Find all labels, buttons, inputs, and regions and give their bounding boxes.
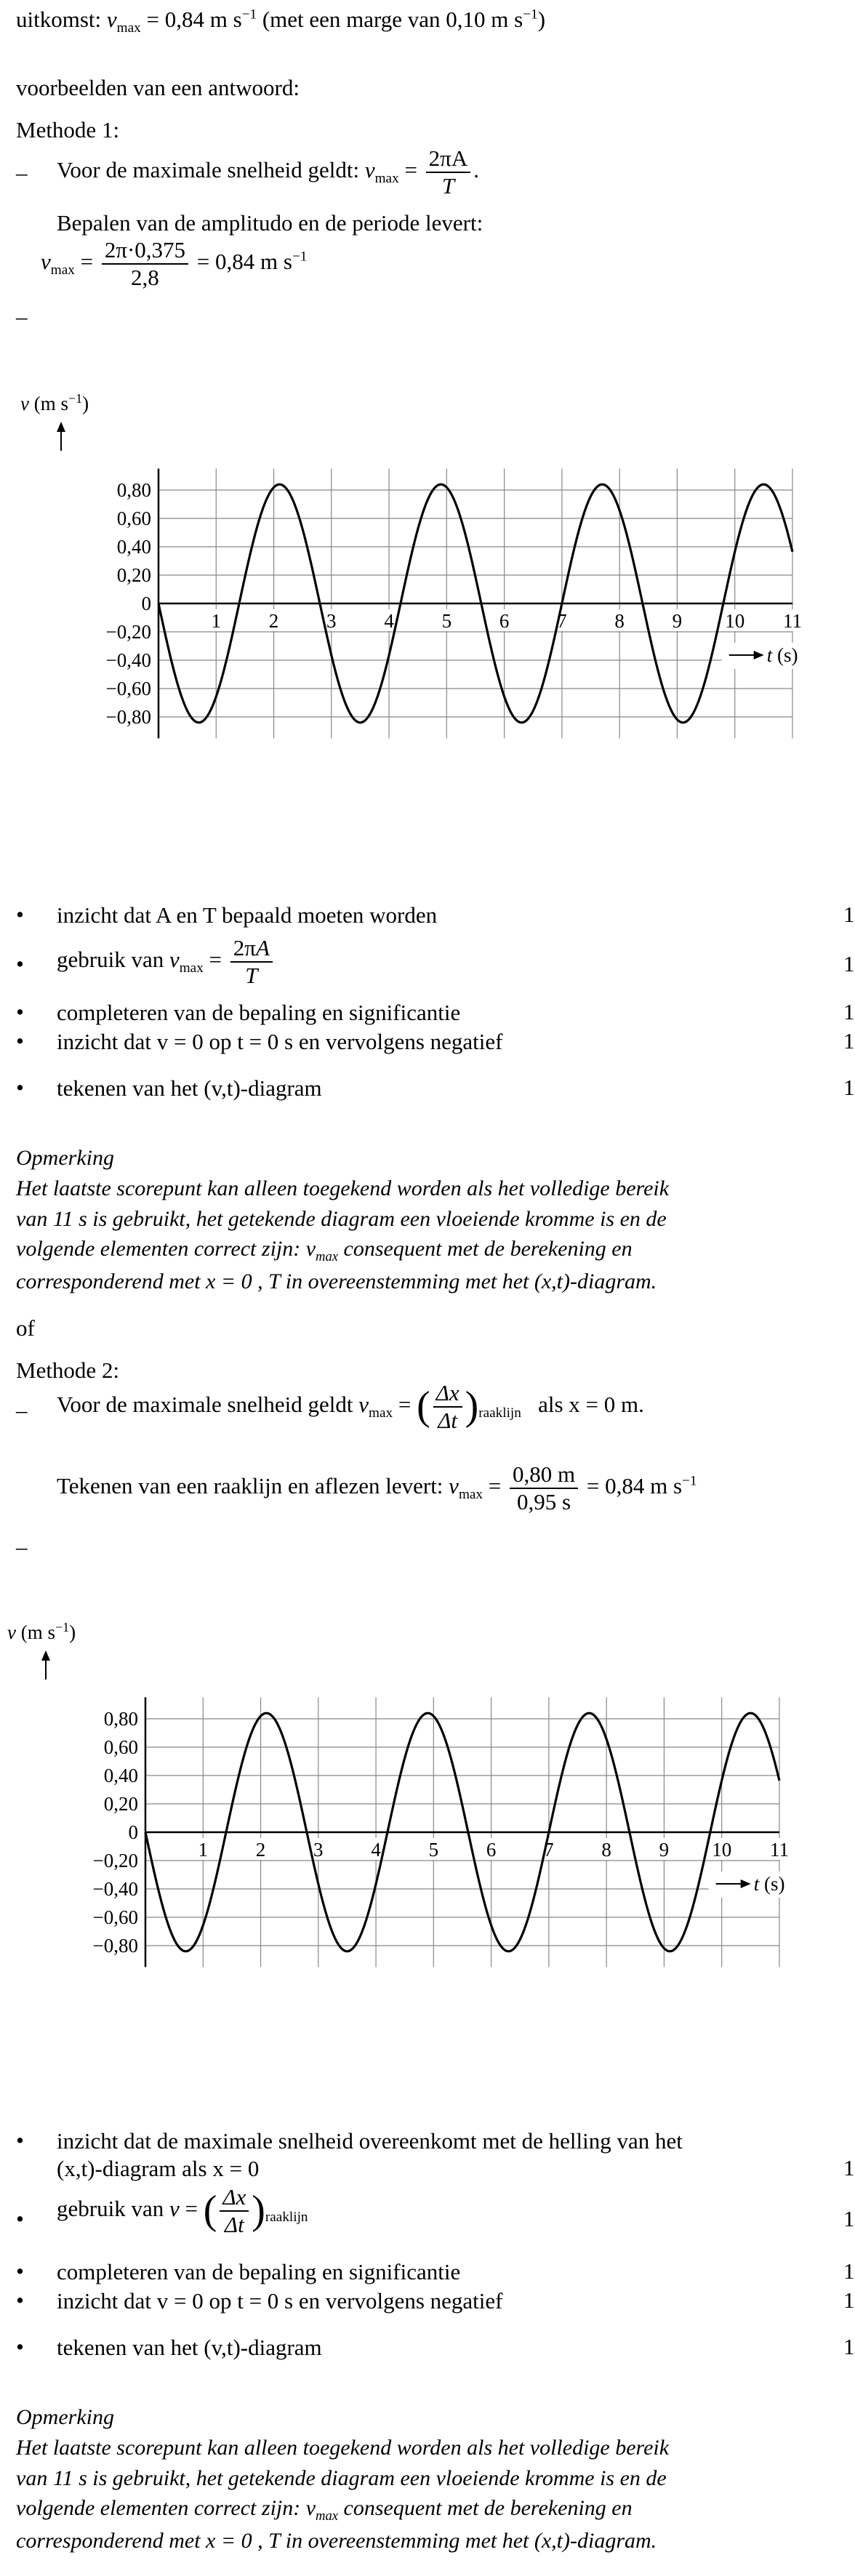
method1-title: Methode 1: [16,117,120,143]
method2-line2: Tekenen van een raaklijn en aflezen levert: $v_{max}$ = $\frac{0,80 m}{0,95 s}$ = 0,84 m $s^{-1}$ [57,1461,697,1514]
x-tick-label: 8 [614,610,625,632]
remark-2-line-1: Het laatste scorepunt kan alleen toegekend worden als het volledige bereik [16,2436,670,2460]
x-tick-label: 11 [782,610,802,632]
x-tick-label: 7 [544,1839,554,1861]
bullet: • [16,999,24,1024]
remark-2-line-2: van 11 s is gebruikt, het getekende diagram een vloeiende kromme is en de [16,2465,667,2490]
y-tick-label: −0,20 [105,621,151,643]
remark-2-line-3b: consequent met de berekening en [343,2496,633,2521]
x-axis-label: t (s) [753,1873,785,1895]
x-tick-label: 6 [499,610,510,632]
y-tick-label: 0,40 [103,1765,138,1786]
remark-1-line-3 [16,1234,845,1267]
m1-crit-3-points: 1 [843,999,855,1024]
method1-formula: $\frac{2\pi A}{T}$ [426,145,471,198]
method2-deriv: $\frac{\Delta x}{\Delta t}$ [433,1380,462,1433]
result-label: uitkomst: [16,7,102,32]
bullet: • [16,1075,24,1100]
m2-crit-2-points: 1 [843,2206,855,2231]
m2-crit-5-points: 1 [843,2334,855,2359]
x-axis-label: t (s) [766,644,798,666]
method2-deriv-sub: raaklijn [478,1405,521,1421]
examples-title: voorbeelden van een antwoord: [16,75,300,100]
method1-calc-result: = 0,84 m s [196,248,292,274]
result-sub: max [116,20,141,36]
bullet: • [16,1028,24,1054]
y-tick-label: −0,40 [105,649,151,671]
x-tick-label: 2 [268,610,279,632]
x-tick-label: 6 [486,1839,497,1861]
x-tick-label: 1 [211,610,222,632]
m2-crit-3-points: 1 [843,2258,855,2284]
m1-crit-3: completeren van de bepaling en significantie [57,1000,461,1025]
y-axis-arrow-head [41,1650,50,1661]
method1-calc-exp: −1 [292,249,308,265]
y-tick-label: 0,40 [116,536,151,558]
y-axis-label: v (m $s^{-1}$) [7,1620,76,1643]
method1-calc-frac: $\frac{2\pi\cdot 0,375}{2,8}$ [102,237,188,290]
m1-crit-4: inzicht dat v = 0 op t = 0 s en vervolgens negatief [57,1029,503,1054]
y-tick-label: −0,40 [92,1878,138,1900]
x-tick-label: 11 [769,1839,789,1861]
x-tick-label: 2 [255,1839,266,1861]
m1-crit-2: gebruik van $v_{max}$ = $\frac{2\pi A}{T}$ [57,935,276,988]
remark-2-line-3-sub: max [316,2508,339,2524]
x-tick-label: 3 [326,610,337,632]
y-tick-label: 0,60 [103,1736,138,1758]
y-tick-label: 0 [141,593,151,614]
method2-calc-result: = 0,84 m s [586,1472,683,1498]
y-tick-label: 0,20 [116,564,151,586]
result-margin: (met een marge van 0,10 m s [262,7,523,32]
dash-2: – [16,304,28,329]
remark-1-line-2: van 11 s is gebruikt, het getekende diagram een vloeiende kromme is en de [16,1206,667,1231]
x-tick-label: 4 [371,1839,381,1861]
y-tick-label: 0,80 [116,479,151,501]
method1-line1-text: Voor de maximale snelheid geldt: [57,156,360,182]
method2-title: Methode 2: [16,1357,120,1383]
x-tick-label: 5 [441,610,452,632]
m2-crit-4-points: 1 [843,2287,855,2313]
y-tick-label: −0,80 [92,1935,138,1957]
remark-1-line-3a: volgende elementen correct zijn: v [16,1237,316,1261]
result-var: v [106,7,117,32]
remark-1-line-4: corresponderend met x = 0 , T in overeenstemming met het (x,t)-diagram. [16,1269,657,1294]
method1-line1: Voor de maximale snelheid geldt: $v_{max}$ = $\frac{2\pi A}{T}$ . [57,145,479,198]
x-tick-label: 10 [725,610,745,632]
x-tick-label: 3 [313,1839,324,1861]
x-tick-label: 4 [384,610,394,632]
method2-calc-frac: $\frac{0,80 m}{0,95 s}$ [510,1461,578,1514]
dash-4: – [16,1534,28,1560]
x-tick-label: 7 [557,610,567,632]
bullet: • [16,2127,24,2153]
m1-crit-5-points: 1 [843,1075,855,1100]
method1-line2: Bepalen van de amplitudo en de periode levert: [57,210,483,236]
remark-1-line-3b: consequent met de berekening en [343,1237,633,1261]
result-line [16,6,545,36]
m1-crit-4-points: 1 [843,1028,855,1054]
method1-calc: $v_{max}$ = $\frac{2\pi\cdot 0,375}{2,8}$ = 0,84 m $s^{-1}$ [41,237,308,290]
remark-2-line-4: corresponderend met x = 0 , T in overeenstemming met het (x,t)-diagram. [16,2529,657,2553]
y-tick-label: −0,80 [105,706,151,728]
y-axis-arrow-head [57,422,65,432]
method2-line2-text: Tekenen van een raaklijn en aflezen levert: [57,1472,443,1498]
x-tick-label: 9 [672,610,683,632]
m2-crit-3: completeren van de bepaling en significantie [57,2259,461,2284]
x-tick-label: 10 [712,1839,732,1861]
bullet: • [16,2258,24,2284]
or-text: of [16,1315,35,1341]
bullet: • [16,2287,24,2313]
y-tick-label: −0,60 [105,678,151,699]
y-tick-label: 0,20 [103,1793,138,1815]
y-tick-label: −0,60 [92,1906,138,1928]
x-tick-label: 9 [659,1839,670,1861]
remark-1-line-3-sub: max [316,1249,339,1265]
x-tick-label: 1 [198,1839,209,1861]
result-margin-close: ) [537,7,546,32]
result-margin-exp: −1 [523,7,538,23]
m1-crit-2-points: 1 [843,951,855,976]
y-tick-label: 0,60 [116,507,151,529]
dash-1: – [16,160,28,185]
remark-2-title: Opmerking [16,2405,114,2429]
m1-crit-5: tekenen van het (v,t)-diagram [57,1075,322,1101]
m2-crit-4: inzicht dat v = 0 op t = 0 s en vervolgens negatief [57,2288,503,2314]
x-tick-label: 5 [428,1839,439,1861]
y-tick-label: 0,80 [103,1708,138,1730]
dash-3: – [16,1397,28,1423]
remark-2-body [16,2433,845,2556]
remark-2-line-3a: volgende elementen correct zijn: v [16,2496,316,2521]
velocity-chart-1 [0,327,855,865]
x-tick-label: 8 [601,1839,611,1861]
bullet: • [16,2206,24,2231]
method2-line1: Voor de maximale snelheid geldt $v_{max}$ = ( $\frac{\Delta x}{\Delta t}$ )$_{raaklijn}$ als x = 0 m. [57,1380,644,1433]
result-exp: −1 [241,7,257,23]
y-axis-label: v (m $s^{-1}$) [20,391,89,414]
m2-crit-5: tekenen van het (v,t)-diagram [57,2335,322,2360]
m2-crit-2: gebruik van v = ( $\frac{\Delta x}{\Delta t}$ )$_{raaklijn}$ [57,2184,308,2237]
y-tick-label: −0,20 [92,1850,138,1871]
result-value: = 0,84 m s [146,7,242,32]
bullet: • [16,2334,24,2359]
m1-crit-1-points: 1 [843,902,855,927]
remark-2-line-3 [16,2493,845,2526]
bullet: • [16,902,24,927]
m1-crit-1: inzicht dat A en T bepaald moeten worden [57,902,438,928]
remark-1-line-1: Het laatste scorepunt kan alleen toegekend worden als het volledige bereik [16,1176,670,1200]
m2-crit-1-points: 1 [843,2155,855,2180]
remark-1-title: Opmerking [16,1146,114,1170]
m1-crit-2-text: gebruik van [57,946,164,972]
method2-line1-cond: als x = 0 m. [538,1391,644,1417]
m2-crit-2-text: gebruik van [57,2195,164,2221]
y-tick-label: 0 [128,1821,138,1843]
bullet: • [16,951,24,976]
remark-1-body [16,1173,845,1297]
method2-line1-text: Voor de maximale snelheid geldt [57,1391,353,1417]
m2-crit-1: inzicht dat de maximale snelheid overeenkomt met de helling van het [57,2128,683,2154]
m2-crit-1-line2: (x,t)-diagram als x = 0 [57,2156,260,2181]
velocity-chart-2 [0,1556,855,2108]
method2-calc-exp: −1 [682,1473,697,1489]
